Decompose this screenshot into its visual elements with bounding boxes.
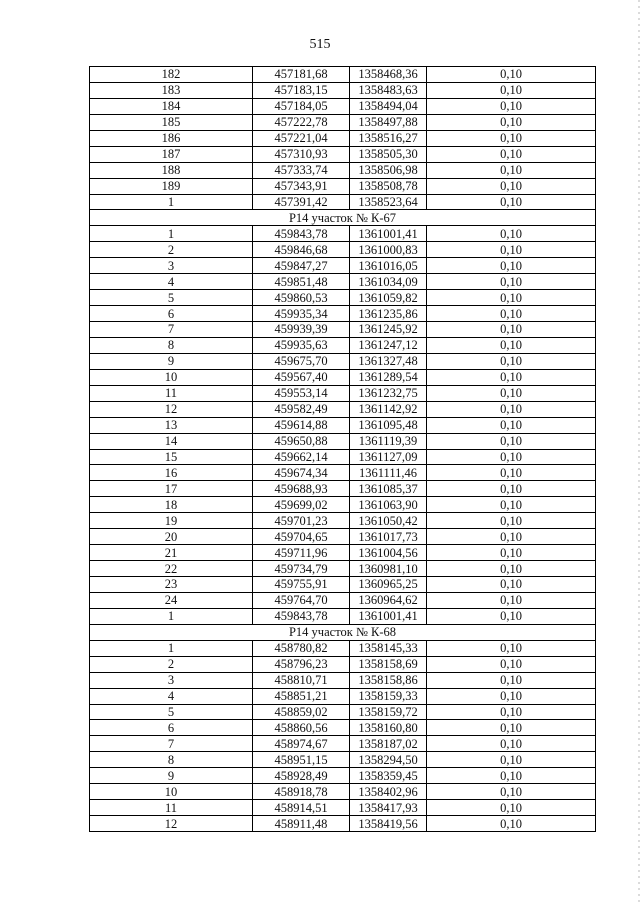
accuracy-cell: 0,10 <box>427 640 596 656</box>
x-coordinate-cell: 457221,04 <box>253 130 350 146</box>
y-coordinate-cell: 1361289,54 <box>350 369 427 385</box>
y-coordinate-cell: 1361034,09 <box>350 274 427 290</box>
table-row <box>90 178 596 194</box>
y-coordinate-cell: 1358158,86 <box>350 672 427 688</box>
y-coordinate-cell: 1358523,64 <box>350 194 427 210</box>
x-coordinate-cell: 459847,27 <box>253 258 350 274</box>
x-coordinate-cell: 459843,78 <box>253 226 350 242</box>
x-coordinate-cell: 459567,40 <box>253 369 350 385</box>
x-coordinate-cell: 458810,71 <box>253 672 350 688</box>
table-row <box>90 529 596 545</box>
table-row <box>90 720 596 736</box>
y-coordinate-cell: 1361127,09 <box>350 449 427 465</box>
accuracy-cell: 0,10 <box>427 385 596 401</box>
table-row <box>90 704 596 720</box>
accuracy-cell: 0,10 <box>427 178 596 194</box>
x-coordinate-cell: 459764,70 <box>253 592 350 608</box>
y-coordinate-cell: 1358359,45 <box>350 768 427 784</box>
accuracy-cell: 0,10 <box>427 226 596 242</box>
y-coordinate-cell: 1361245,92 <box>350 322 427 338</box>
y-coordinate-cell: 1358145,33 <box>350 640 427 656</box>
x-coordinate-cell: 457310,93 <box>253 146 350 162</box>
point-number-cell: 2 <box>90 242 253 258</box>
coordinates-table-body <box>90 67 596 832</box>
x-coordinate-cell: 457391,42 <box>253 194 350 210</box>
x-coordinate-cell: 459650,88 <box>253 433 350 449</box>
point-number-cell: 4 <box>90 688 253 704</box>
x-coordinate-cell: 459614,88 <box>253 417 350 433</box>
accuracy-cell: 0,10 <box>427 369 596 385</box>
x-coordinate-cell: 459734,79 <box>253 561 350 577</box>
point-number-cell: 10 <box>90 784 253 800</box>
y-coordinate-cell: 1358158,69 <box>350 656 427 672</box>
x-coordinate-cell: 459843,78 <box>253 608 350 624</box>
table-row <box>90 401 596 417</box>
accuracy-cell: 0,10 <box>427 417 596 433</box>
x-coordinate-cell: 457333,74 <box>253 162 350 178</box>
point-number-cell: 183 <box>90 82 253 98</box>
table-row <box>90 481 596 497</box>
point-number-cell: 6 <box>90 720 253 736</box>
accuracy-cell: 0,10 <box>427 194 596 210</box>
x-coordinate-cell: 458780,82 <box>253 640 350 656</box>
accuracy-cell: 0,10 <box>427 481 596 497</box>
point-number-cell: 20 <box>90 529 253 545</box>
y-coordinate-cell: 1361000,83 <box>350 242 427 258</box>
accuracy-cell: 0,10 <box>427 608 596 624</box>
table-row <box>90 242 596 258</box>
accuracy-cell: 0,10 <box>427 816 596 832</box>
table-row <box>90 672 596 688</box>
accuracy-cell: 0,10 <box>427 465 596 481</box>
point-number-cell: 15 <box>90 449 253 465</box>
y-coordinate-cell: 1358187,02 <box>350 736 427 752</box>
y-coordinate-cell: 1358508,78 <box>350 178 427 194</box>
point-number-cell: 24 <box>90 592 253 608</box>
accuracy-cell: 0,10 <box>427 592 596 608</box>
y-coordinate-cell: 1358516,27 <box>350 130 427 146</box>
x-coordinate-cell: 458796,23 <box>253 656 350 672</box>
accuracy-cell: 0,10 <box>427 401 596 417</box>
accuracy-cell: 0,10 <box>427 497 596 513</box>
point-number-cell: 16 <box>90 465 253 481</box>
point-number-cell: 21 <box>90 545 253 561</box>
y-coordinate-cell: 1358468,36 <box>350 67 427 83</box>
table-row <box>90 306 596 322</box>
table-row <box>90 816 596 832</box>
x-coordinate-cell: 457181,68 <box>253 67 350 83</box>
point-number-cell: 17 <box>90 481 253 497</box>
point-number-cell: 1 <box>90 640 253 656</box>
accuracy-cell: 0,10 <box>427 290 596 306</box>
x-coordinate-cell: 458911,48 <box>253 816 350 832</box>
table-row <box>90 337 596 353</box>
table-row <box>90 114 596 130</box>
x-coordinate-cell: 458859,02 <box>253 704 350 720</box>
point-number-cell: 8 <box>90 752 253 768</box>
y-coordinate-cell: 1361001,41 <box>350 226 427 242</box>
accuracy-cell: 0,10 <box>427 672 596 688</box>
table-row <box>90 274 596 290</box>
x-coordinate-cell: 459846,68 <box>253 242 350 258</box>
accuracy-cell: 0,10 <box>427 306 596 322</box>
accuracy-cell: 0,10 <box>427 656 596 672</box>
x-coordinate-cell: 459699,02 <box>253 497 350 513</box>
x-coordinate-cell: 459935,34 <box>253 306 350 322</box>
table-row <box>90 768 596 784</box>
point-number-cell: 1 <box>90 226 253 242</box>
point-number-cell: 19 <box>90 513 253 529</box>
y-coordinate-cell: 1358159,33 <box>350 688 427 704</box>
y-coordinate-cell: 1361004,56 <box>350 545 427 561</box>
table-row <box>90 545 596 561</box>
accuracy-cell: 0,10 <box>427 704 596 720</box>
y-coordinate-cell: 1361063,90 <box>350 497 427 513</box>
accuracy-cell: 0,10 <box>427 242 596 258</box>
y-coordinate-cell: 1361111,46 <box>350 465 427 481</box>
point-number-cell: 11 <box>90 800 253 816</box>
y-coordinate-cell: 1361327,48 <box>350 353 427 369</box>
accuracy-cell: 0,10 <box>427 146 596 162</box>
point-number-cell: 23 <box>90 577 253 593</box>
accuracy-cell: 0,10 <box>427 800 596 816</box>
point-number-cell: 187 <box>90 146 253 162</box>
table-row <box>90 82 596 98</box>
point-number-cell: 7 <box>90 736 253 752</box>
point-number-cell: 4 <box>90 274 253 290</box>
point-number-cell: 2 <box>90 656 253 672</box>
point-number-cell: 14 <box>90 433 253 449</box>
accuracy-cell: 0,10 <box>427 98 596 114</box>
x-coordinate-cell: 457343,91 <box>253 178 350 194</box>
page-number: 515 <box>309 37 331 52</box>
table-row <box>90 465 596 481</box>
table-row <box>90 353 596 369</box>
x-coordinate-cell: 457184,05 <box>253 98 350 114</box>
table-row <box>90 290 596 306</box>
x-coordinate-cell: 459860,53 <box>253 290 350 306</box>
table-row <box>90 433 596 449</box>
x-coordinate-cell: 459935,63 <box>253 337 350 353</box>
y-coordinate-cell: 1361016,05 <box>350 258 427 274</box>
point-number-cell: 11 <box>90 385 253 401</box>
accuracy-cell: 0,10 <box>427 752 596 768</box>
x-coordinate-cell: 459674,34 <box>253 465 350 481</box>
table-row <box>90 258 596 274</box>
accuracy-cell: 0,10 <box>427 688 596 704</box>
table-row <box>90 146 596 162</box>
x-coordinate-cell: 459582,49 <box>253 401 350 417</box>
point-number-cell: 184 <box>90 98 253 114</box>
table-row <box>90 640 596 656</box>
point-number-cell: 9 <box>90 353 253 369</box>
accuracy-cell: 0,10 <box>427 258 596 274</box>
accuracy-cell: 0,10 <box>427 322 596 338</box>
accuracy-cell: 0,10 <box>427 513 596 529</box>
point-number-cell: 1 <box>90 608 253 624</box>
x-coordinate-cell: 459553,14 <box>253 385 350 401</box>
table-row <box>90 67 596 83</box>
y-coordinate-cell: 1361142,92 <box>350 401 427 417</box>
y-coordinate-cell: 1361017,73 <box>350 529 427 545</box>
accuracy-cell: 0,10 <box>427 736 596 752</box>
y-coordinate-cell: 1358494,04 <box>350 98 427 114</box>
point-number-cell: 182 <box>90 67 253 83</box>
accuracy-cell: 0,10 <box>427 768 596 784</box>
point-number-cell: 188 <box>90 162 253 178</box>
x-coordinate-cell: 459675,70 <box>253 353 350 369</box>
x-coordinate-cell: 459939,39 <box>253 322 350 338</box>
y-coordinate-cell: 1361235,86 <box>350 306 427 322</box>
y-coordinate-cell: 1358505,30 <box>350 146 427 162</box>
accuracy-cell: 0,10 <box>427 162 596 178</box>
x-coordinate-cell: 458851,21 <box>253 688 350 704</box>
y-coordinate-cell: 1360964,62 <box>350 592 427 608</box>
y-coordinate-cell: 1358160,80 <box>350 720 427 736</box>
table-row <box>90 194 596 210</box>
table-row <box>90 98 596 114</box>
section-header-row <box>90 210 596 226</box>
x-coordinate-cell: 459711,96 <box>253 545 350 561</box>
x-coordinate-cell: 458918,78 <box>253 784 350 800</box>
table-row <box>90 513 596 529</box>
point-number-cell: 189 <box>90 178 253 194</box>
accuracy-cell: 0,10 <box>427 114 596 130</box>
x-coordinate-cell: 458860,56 <box>253 720 350 736</box>
x-coordinate-cell: 459704,65 <box>253 529 350 545</box>
table-row <box>90 736 596 752</box>
table-row <box>90 784 596 800</box>
y-coordinate-cell: 1358506,98 <box>350 162 427 178</box>
point-number-cell: 5 <box>90 704 253 720</box>
accuracy-cell: 0,10 <box>427 337 596 353</box>
point-number-cell: 18 <box>90 497 253 513</box>
table-row <box>90 162 596 178</box>
table-row <box>90 385 596 401</box>
accuracy-cell: 0,10 <box>427 577 596 593</box>
x-coordinate-cell: 458974,67 <box>253 736 350 752</box>
accuracy-cell: 0,10 <box>427 353 596 369</box>
coordinates-table <box>89 66 596 832</box>
table-row <box>90 369 596 385</box>
table-row <box>90 322 596 338</box>
y-coordinate-cell: 1361232,75 <box>350 385 427 401</box>
table-row <box>90 417 596 433</box>
x-coordinate-cell: 459662,14 <box>253 449 350 465</box>
point-number-cell: 3 <box>90 258 253 274</box>
point-number-cell: 185 <box>90 114 253 130</box>
y-coordinate-cell: 1360965,25 <box>350 577 427 593</box>
y-coordinate-cell: 1361085,37 <box>350 481 427 497</box>
y-coordinate-cell: 1361059,82 <box>350 290 427 306</box>
accuracy-cell: 0,10 <box>427 561 596 577</box>
point-number-cell: 12 <box>90 816 253 832</box>
y-coordinate-cell: 1358497,88 <box>350 114 427 130</box>
table-row <box>90 577 596 593</box>
table-row <box>90 608 596 624</box>
point-number-cell: 13 <box>90 417 253 433</box>
table-row <box>90 561 596 577</box>
table-row <box>90 449 596 465</box>
section-title: Р14 участок № К-68 <box>90 624 596 640</box>
point-number-cell: 5 <box>90 290 253 306</box>
y-coordinate-cell: 1361050,42 <box>350 513 427 529</box>
accuracy-cell: 0,10 <box>427 67 596 83</box>
table-row <box>90 800 596 816</box>
table-row <box>90 656 596 672</box>
point-number-cell: 1 <box>90 194 253 210</box>
x-coordinate-cell: 459688,93 <box>253 481 350 497</box>
accuracy-cell: 0,10 <box>427 784 596 800</box>
x-coordinate-cell: 458951,15 <box>253 752 350 768</box>
point-number-cell: 12 <box>90 401 253 417</box>
x-coordinate-cell: 459755,91 <box>253 577 350 593</box>
table-row <box>90 752 596 768</box>
y-coordinate-cell: 1361001,41 <box>350 608 427 624</box>
y-coordinate-cell: 1361119,39 <box>350 433 427 449</box>
table-row <box>90 592 596 608</box>
point-number-cell: 8 <box>90 337 253 353</box>
accuracy-cell: 0,10 <box>427 720 596 736</box>
y-coordinate-cell: 1361095,48 <box>350 417 427 433</box>
point-number-cell: 3 <box>90 672 253 688</box>
x-coordinate-cell: 458928,49 <box>253 768 350 784</box>
accuracy-cell: 0,10 <box>427 545 596 561</box>
y-coordinate-cell: 1361247,12 <box>350 337 427 353</box>
accuracy-cell: 0,10 <box>427 82 596 98</box>
x-coordinate-cell: 457222,78 <box>253 114 350 130</box>
x-coordinate-cell: 459851,48 <box>253 274 350 290</box>
point-number-cell: 10 <box>90 369 253 385</box>
table-row <box>90 226 596 242</box>
accuracy-cell: 0,10 <box>427 130 596 146</box>
y-coordinate-cell: 1358419,56 <box>350 816 427 832</box>
accuracy-cell: 0,10 <box>427 274 596 290</box>
y-coordinate-cell: 1358417,93 <box>350 800 427 816</box>
point-number-cell: 186 <box>90 130 253 146</box>
point-number-cell: 22 <box>90 561 253 577</box>
accuracy-cell: 0,10 <box>427 449 596 465</box>
point-number-cell: 9 <box>90 768 253 784</box>
y-coordinate-cell: 1360981,10 <box>350 561 427 577</box>
accuracy-cell: 0,10 <box>427 529 596 545</box>
table-row <box>90 688 596 704</box>
y-coordinate-cell: 1358294,50 <box>350 752 427 768</box>
point-number-cell: 7 <box>90 322 253 338</box>
point-number-cell: 6 <box>90 306 253 322</box>
table-row <box>90 497 596 513</box>
section-header-row <box>90 624 596 640</box>
x-coordinate-cell: 457183,15 <box>253 82 350 98</box>
accuracy-cell: 0,10 <box>427 433 596 449</box>
table-row <box>90 130 596 146</box>
y-coordinate-cell: 1358159,72 <box>350 704 427 720</box>
y-coordinate-cell: 1358402,96 <box>350 784 427 800</box>
y-coordinate-cell: 1358483,63 <box>350 82 427 98</box>
section-title: Р14 участок № К-67 <box>90 210 596 226</box>
x-coordinate-cell: 458914,51 <box>253 800 350 816</box>
x-coordinate-cell: 459701,23 <box>253 513 350 529</box>
